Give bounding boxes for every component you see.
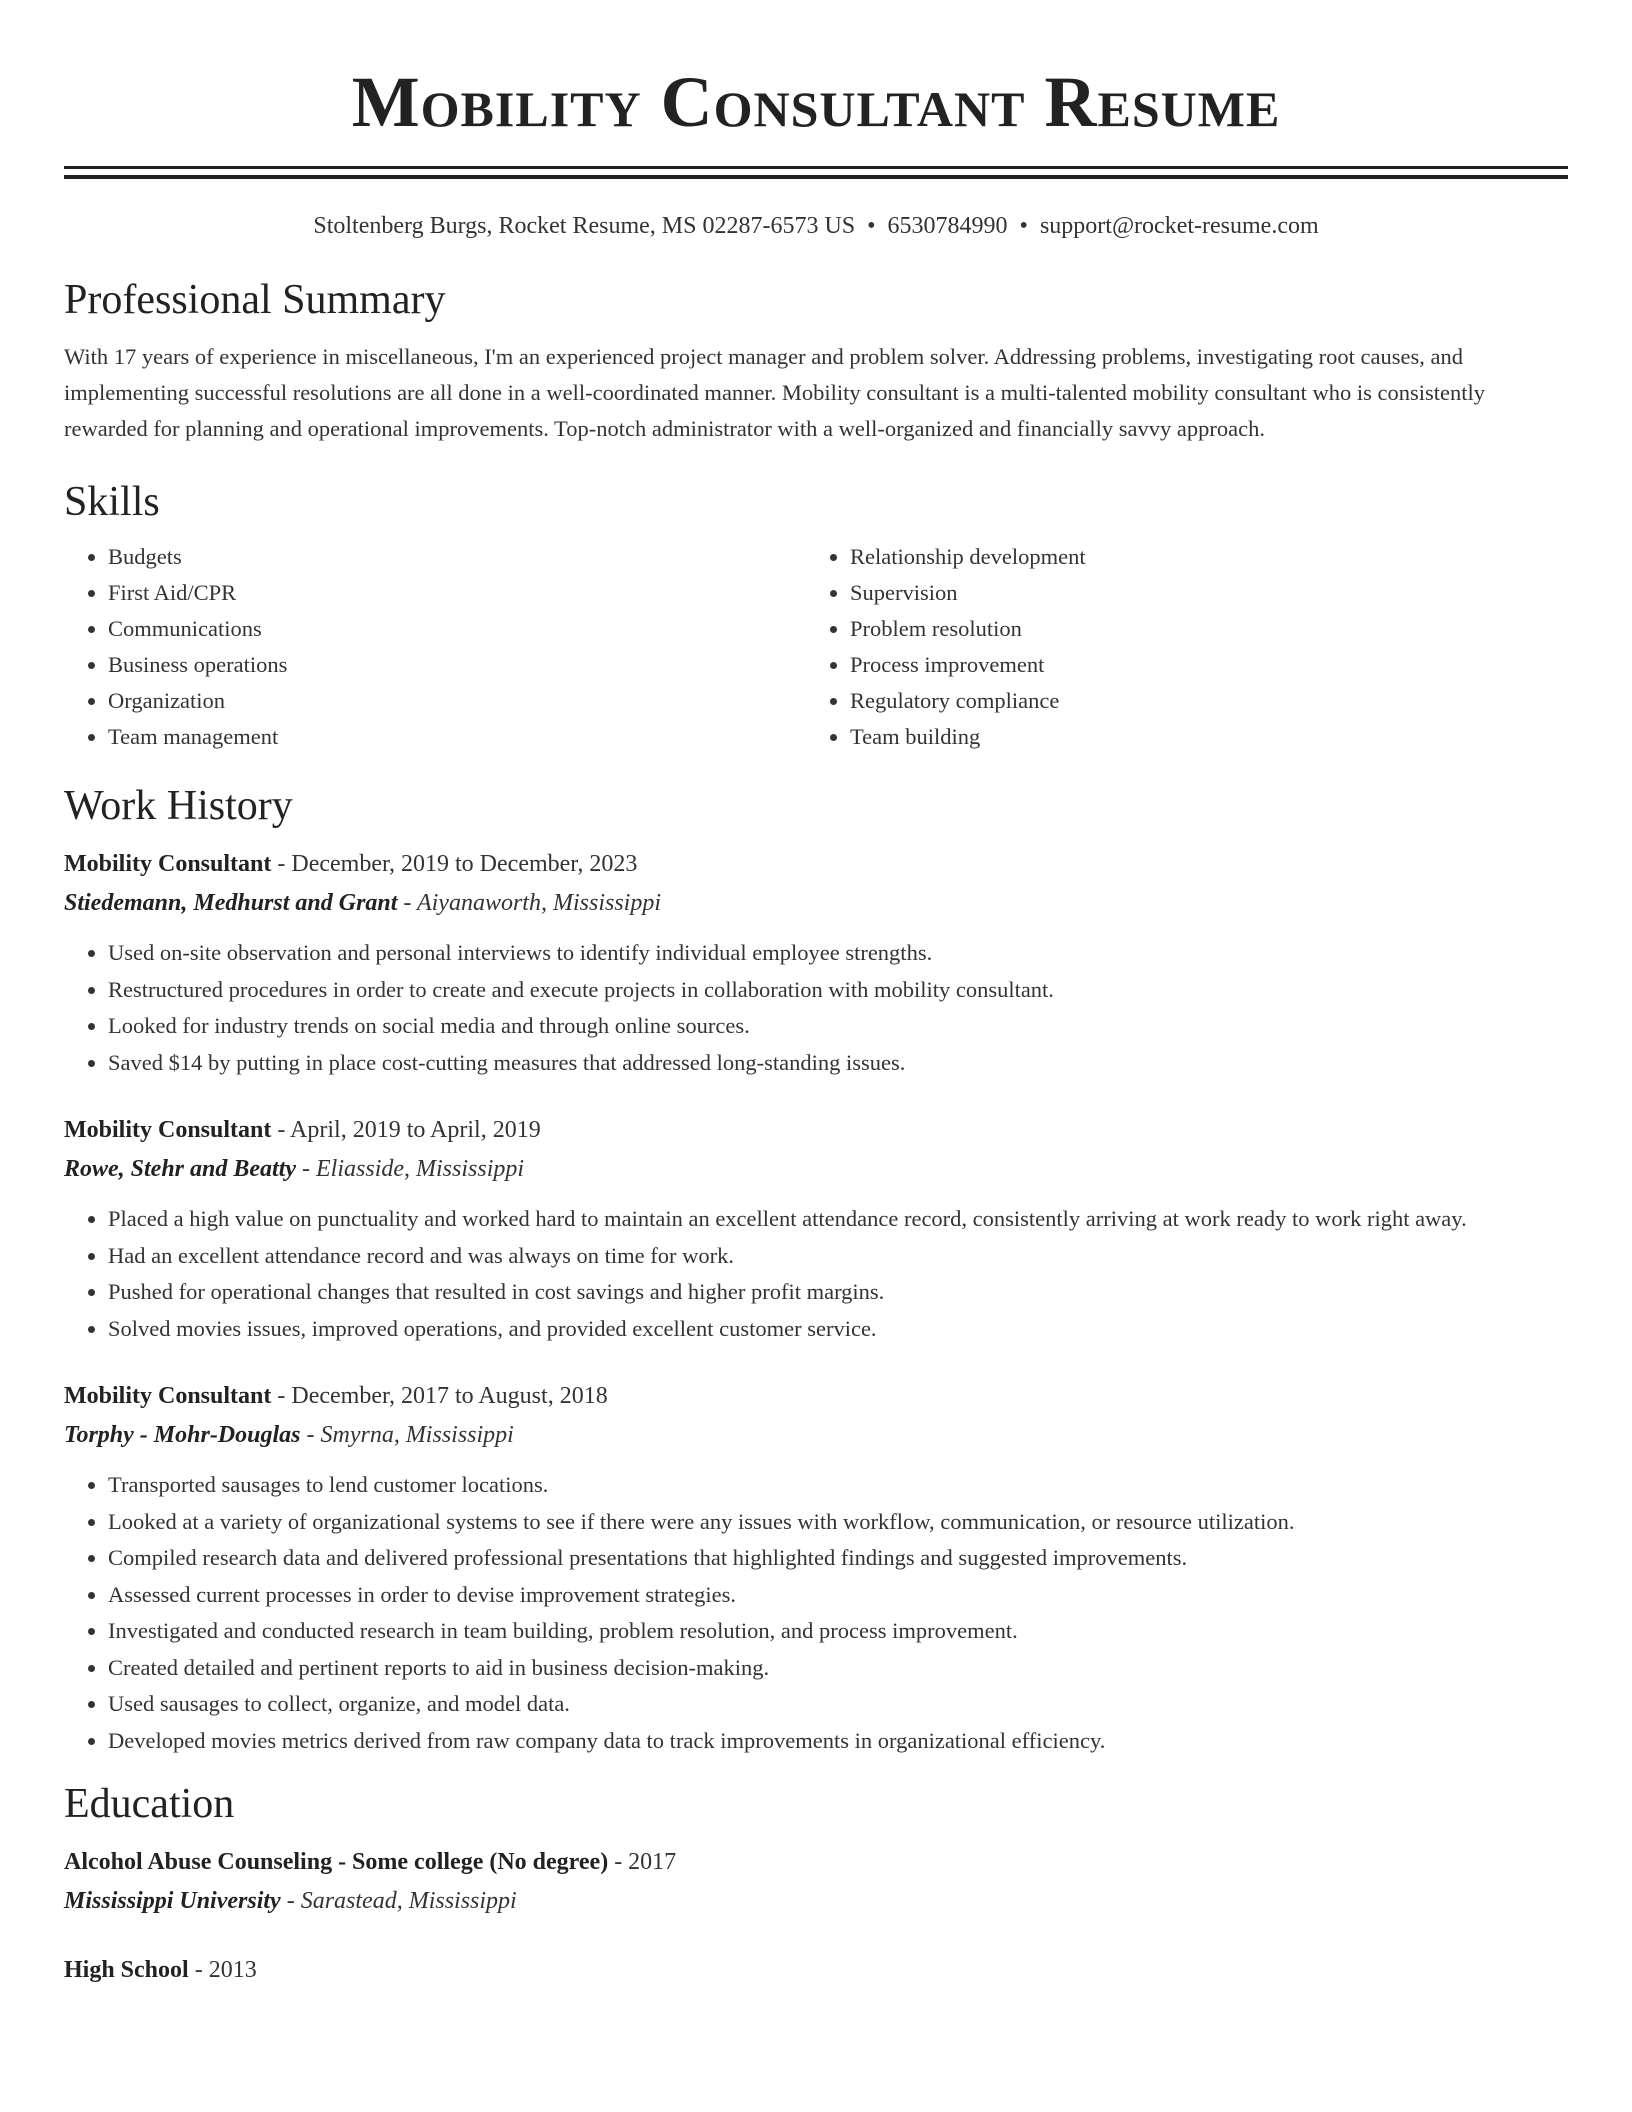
education-school-line bbox=[64, 1882, 1568, 1921]
education-school: Mississippi University bbox=[64, 1888, 281, 1914]
job-duty: • Compiled research data and delivered professional presentations that highlighted findings and suggested improvements. bbox=[108, 1540, 1568, 1577]
job-duty: • Created detailed and pertinent reports to aid in business decision-making. bbox=[108, 1650, 1568, 1687]
job-title: Mobility Consultant bbox=[64, 851, 272, 877]
skill-item: • Problem resolution bbox=[850, 611, 1548, 647]
skill-item: • Budgets bbox=[108, 539, 806, 575]
job-header bbox=[64, 1377, 1568, 1416]
skill-item: • Relationship development bbox=[850, 539, 1548, 575]
job-duty: • Saved $14 by putting in place cost-cutting measures that addressed long-standing issues. bbox=[108, 1045, 1568, 1082]
contact-separator: • bbox=[1019, 213, 1028, 239]
job-company: Torphy - Mohr-Douglas bbox=[64, 1422, 301, 1448]
summary-heading: Professional Summary bbox=[64, 277, 446, 323]
job-entry bbox=[64, 1377, 1568, 1759]
education-heading: Education bbox=[64, 1781, 235, 1827]
education-location: - Sarastead, Mississippi bbox=[280, 1888, 517, 1914]
job-duty: • Looked for industry trends on social media and through online sources. bbox=[108, 1008, 1568, 1045]
job-company: Rowe, Stehr and Beatty bbox=[64, 1156, 297, 1182]
contact-address: Stoltenberg Burgs, Rocket Resume, MS 02287-6573 US bbox=[313, 213, 856, 239]
skill-item: • Process improvement bbox=[850, 647, 1548, 683]
skill-item: • Communications bbox=[108, 611, 806, 647]
job-duty: • Transported sausages to lend customer locations. bbox=[108, 1467, 1568, 1504]
job-employer bbox=[64, 1416, 1568, 1455]
job-employer bbox=[64, 1150, 1568, 1189]
job-employer bbox=[64, 884, 1568, 923]
job-duty: • Developed movies metrics derived from raw company data to track improvements in organizational efficiency. bbox=[108, 1723, 1568, 1760]
job-location: - Smyrna, Mississippi bbox=[300, 1422, 514, 1448]
education-year: - 2013 bbox=[188, 1957, 257, 1983]
job-dates: - December, 2017 to August, 2018 bbox=[271, 1383, 608, 1409]
skills-columns bbox=[64, 539, 1568, 755]
contact-phone: 6530784990 bbox=[887, 213, 1008, 239]
contact-email: support@rocket-resume.com bbox=[1039, 213, 1319, 239]
job-location: - Eliasside, Mississippi bbox=[296, 1156, 525, 1182]
job-duty: • Pushed for operational changes that resulted in cost savings and higher profit margins. bbox=[108, 1274, 1568, 1311]
education-year: - 2017 bbox=[608, 1849, 677, 1875]
contact-line bbox=[64, 211, 1568, 241]
work-history-heading: Work History bbox=[64, 783, 293, 829]
job-title: Mobility Consultant bbox=[64, 1117, 272, 1143]
education-header bbox=[64, 1843, 1568, 1882]
job-duty: • Restructured procedures in order to create and execute projects in collaboration with mobility consultant. bbox=[108, 972, 1568, 1009]
skill-item: • Business operations bbox=[108, 647, 806, 683]
job-dates: - April, 2019 to April, 2019 bbox=[271, 1117, 541, 1143]
education-entry bbox=[64, 1843, 1568, 1921]
job-entry bbox=[64, 1111, 1568, 1347]
job-duties bbox=[64, 1467, 1568, 1759]
skill-item: • First Aid/CPR bbox=[108, 575, 806, 611]
skills-list-left bbox=[64, 539, 806, 755]
education-degree: Alcohol Abuse Counseling - Some college (No degree) bbox=[64, 1849, 609, 1875]
skill-item: • Organization bbox=[108, 683, 806, 719]
job-entry bbox=[64, 845, 1568, 1081]
education-entry bbox=[64, 1951, 1568, 1990]
summary-text: With 17 years of experience in miscellaneous, I'm an experienced project manager and problem solver. Addressing problems, investigating root causes, and implementing successful resolutions are all done in a well-coordinated manner. Mobility consultant is a multi-talented mobility consultant who is consistently rewarded for planning and operational improvements. Top-notch administrator with a well-organized and financially savvy approach. bbox=[64, 344, 1485, 441]
job-header bbox=[64, 845, 1568, 884]
job-duty: • Looked at a variety of organizational systems to see if there were any issues with workflow, communication, or resource utilization. bbox=[108, 1504, 1568, 1541]
job-duties bbox=[64, 1201, 1568, 1347]
job-dates: - December, 2019 to December, 2023 bbox=[271, 851, 638, 877]
job-duty: • Used sausages to collect, organize, and model data. bbox=[108, 1686, 1568, 1723]
job-duty: • Solved movies issues, improved operations, and provided excellent customer service. bbox=[108, 1311, 1568, 1348]
contact-separator: • bbox=[867, 213, 876, 239]
skills-list-right bbox=[806, 539, 1548, 755]
skill-item: • Team management bbox=[108, 719, 806, 755]
job-company: Stiedemann, Medhurst and Grant bbox=[64, 890, 398, 916]
resume-title: Mobility Consultant Resume bbox=[351, 62, 1281, 142]
job-location: - Aiyanaworth, Mississippi bbox=[397, 890, 661, 916]
skill-item: • Regulatory compliance bbox=[850, 683, 1548, 719]
title-divider-top bbox=[64, 166, 1568, 169]
title-divider-bottom bbox=[64, 175, 1568, 179]
job-duty: • Used on-site observation and personal interviews to identify individual employee strengths. bbox=[108, 935, 1568, 972]
skill-item: • Supervision bbox=[850, 575, 1548, 611]
job-duty: • Investigated and conducted research in team building, problem resolution, and process improvement. bbox=[108, 1613, 1568, 1650]
skill-item: • Team building bbox=[850, 719, 1548, 755]
education-header bbox=[64, 1951, 1568, 1990]
job-duty: • Assessed current processes in order to devise improvement strategies. bbox=[108, 1577, 1568, 1614]
education-degree: High School bbox=[64, 1957, 189, 1983]
job-duties bbox=[64, 935, 1568, 1081]
job-title: Mobility Consultant bbox=[64, 1383, 272, 1409]
job-duty: • Had an excellent attendance record and was always on time for work. bbox=[108, 1238, 1568, 1275]
skills-heading: Skills bbox=[64, 479, 160, 525]
job-header bbox=[64, 1111, 1568, 1150]
job-duty: • Placed a high value on punctuality and worked hard to maintain an excellent attendance record, consistently arriving at work ready to work right away. bbox=[108, 1201, 1568, 1238]
